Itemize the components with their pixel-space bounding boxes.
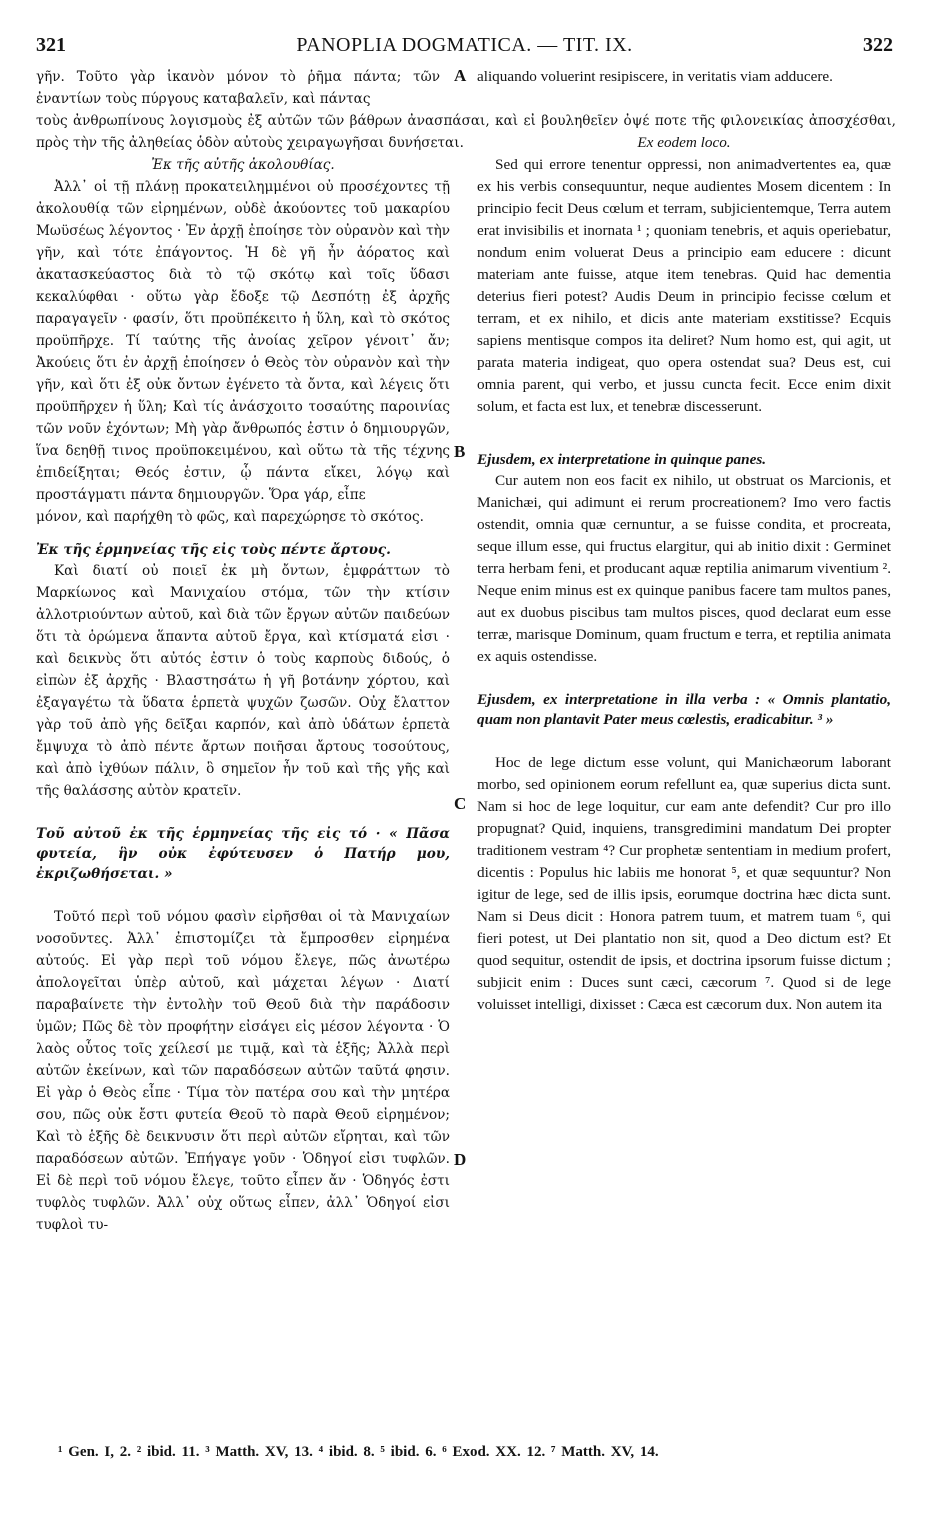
footnotes: ¹ Gen. I, 2. ² ibid. 11. ³ Matth. XV, 13. ⁴ ibid. 8. ⁵ ibid. 6. ⁶ Exod. XX. 12. ⁷ Matth. XV, 14. (58, 1444, 659, 1460)
latin-paragraph-continued: aliquando voluerint resipiscere, in veritatis viam adducere. (477, 68, 833, 85)
latin-paragraph-1: Sed qui errore tenentur oppressi, non animadvertentes ea, quæ ex his verbis consequuntur, neque audientes Mosem dicentem : In principio fecit Deus cœlum et terram, subjicientemque, Terra autem erat invisibilis et inornata ¹ ; quoniam tenebris, et aquis operiebatur, nondum enim voluerat Deus a principio eam educere : dicunt materiam ante fuisse, atque item tenebras. Quid hac dementia deterius fieri potest? Audis Deum in principio fecisse cœlum et terram, et ex nihilo, et dicis ante materiam exstitisse? Ecquis sapiens mentisque compos ita deliret? Num homo est, qui agit, ut parata materia indigeat, quo opera ostendat sua? Deus est, cui omnia parent, qui verbo, et jussu cuncta fecit. Ecce enim dixit solum, et facta est lux, et tenebræ discesserunt. (477, 156, 891, 415)
latin-paragraph-2: Cur autem non eos facit ex nihilo, ut obstruat os Marcionis, et Manichæi, qui adimunt ei rerum procreationem? Imo vero factis ostendit, omnia quæ cernuntur, a se fuisse condita, et procreata, seque illum esse, qui fructus elargitur, qui ab initio dixit : Germinet terra herbam feni, et producant aquæ reptilia animarum viventium ². Neque enim minus est ex quinque panibus facere tam multos panes, aut ex duobus piscibus tam multos pisces, quod declarat eum esse terræ, marisque Dominum, quam fructum e terra, et reptilia animata ex aquis ostendisse. (477, 472, 891, 665)
page-number-right: 322 (863, 34, 893, 56)
page-header (36, 34, 893, 60)
latin-heading-1: Ex eodem loco. (637, 134, 731, 151)
margin-marker-d: D (454, 1150, 467, 1169)
margin-marker-a: A (454, 66, 467, 85)
latin-heading-2: Ejusdem, ex interpretatione in quinque panes. (477, 451, 767, 468)
running-title: PANOPLIA DOGMATICA. — TIT. IX. (296, 34, 633, 56)
margin-marker-c: C (454, 794, 467, 813)
margin-marker-b: B (454, 442, 466, 461)
greek-paragraph-continued: γῆν. Τοῦτο γὰρ ἱκανὸν μόνον τὸ ῥῆμα πάντα; τῶν ἐναντίων τοὺς πύργους καταβαλεῖν, καὶ πάντας (36, 69, 440, 107)
greek-heading-1: Ἐκ τῆς αὐτῆς ἀκολουθίας. (151, 157, 335, 173)
greek-paragraph-fullwidth: τοὺς ἀνθρωπίνους λογισμοὺς ἐξ αὐτῶν τῶν βάθρων ἀνασπάσαι, καὶ εἰ βουληθεῖεν ὀψέ ποτε τῆς φιλονεικίας ἀποσχέσθαι, πρὸς τὴν τῆς ἀληθείας ὁδὸν αὐτοὺς χειραγωγῆσαι δυνήσεται. (36, 113, 896, 151)
greek-paragraph-3: Τοῦτό περὶ τοῦ νόμου φασὶν εἰρῆσθαι οἱ τὰ Μανιχαίων νοσοῦντες. Ἀλλ᾽ ἐπιστομίζει τὰ ἔμπροσθεν εἰρημένα αὐτούς. Εἰ γὰρ περὶ τοῦ νόμου ἔλεγε, πῶς ἀνωτέρω ἀπολογεῖται ὑπὲρ αὐτοῦ, καὶ μάχεται λέγων · Διατί παραβαίνετε τὴν ἐντολὴν τοῦ Θεοῦ διὰ τὴν παράδοσιν ὑμῶν; Πῶς δὲ τὸν προφήτην εἰσάγει εἰς μέσον λέγοντα · Ὁ λαὸς οὗτος τοῖς χείλεσί με τιμᾷ, καὶ τὰ ἑξῆς; Ἀλλὰ περὶ αὐτῶν ἐκείνων, καὶ τῶν παραδόσεων αὐτῶν ταῦτά φησιν. Εἰ γὰρ ὁ Θεὸς εἶπε · Τίμα τὸν πατέρα σου καὶ τὴν μητέρα σου, πῶς οὐκ ἔστι φυτεία Θεοῦ τὸ παρὰ Θεοῦ εἰρημένον; Καὶ τὸ ἑξῆς δὲ δεικνυσιν ὅτι περὶ αὐτῶν εἴρηται, καὶ τῶν παραδόσεων αὐτῶν. Ἐπήγαγε γοῦν · Ὁδηγοί εἰσι τυφλῶν. Εἰ δὲ περὶ τοῦ νόμου ἔλεγε, τοῦτο εἶπεν ἄν · Ὁδηγός ἐστι τυφλὸς τυφλῶν. Ἀλλ᾽ οὐχ οὕτως εἶπεν, ἀλλ᾽ Ὁδηγοί εἰσι τυφλοὶ τυ- (36, 909, 450, 1233)
greek-paragraph-1-end: μόνον, καὶ παρήχθη τὸ φῶς, καὶ παρεχώρησε τὸ σκότος. (36, 509, 424, 525)
latin-paragraph-3: Hoc de lege dictum esse volunt, qui Manichæorum laborant morbo, sed opinionem eorum refellunt ea, quæ superius dicta sunt. Nam si hoc de lege loquitur, cur eam ante defendit? Cur pro illo propugnat? Quid, inquiens, transgredimini mandatum Dei propter traditionem vestram ⁴? Cur prophetæ sententiam in medium profert, dicentis : Populus hic labiis me honorat ⁵, et quæ sequuntur? Non igitur de lege, sed de illis ipsis, eorumque doctrina hæc dicta sunt. Nam si Deus dicit : Honora patrem tuum, et matrem tuam ⁶, qui fieri potest, ut Dei plantatio non sit, quod a Deo dictum est? Et quod sequitur, ostendit de ipsis, et doctrina ipsorum fuisse dictum ; subjicit enim : Duces sunt cæci, cæcorum ⁷. Quod si de lege voluisset intelligi, dixisset : Cæca est cæcorum dux. Non autem ita (477, 754, 891, 1013)
page-number-left: 321 (36, 34, 66, 56)
greek-paragraph-1: Ἀλλ᾽ οἱ τῇ πλάνῃ προκατειλημμένοι οὐ προσέχοντες τῇ ἀκολουθίᾳ τῶν εἰρημένων, οὐδὲ ἀκούοντες τοῦ μακαρίου Μωϋσέως λέγοντος · Ἐν ἀρχῇ ἐποίησε τὸν οὐρανὸν καὶ τὴν γῆν, καὶ τότε ἐπάγοντος. Ἡ δὲ γῆ ἦν ἀόρατος καὶ ἀκατασκεύαστος διὰ τὸ τῷ σκότῳ καὶ τοῖς ὕδασι κεκαλύφθαι · οὕτω γὰρ ἔδοξε τῷ Δεσπότῃ ἐξ ἀρχῆς παραγαγεῖν · φασίν, ὅτι προϋπέκειτο ἡ ὕλη, καὶ τὸ σκότος προϋπῆρχε. Τί ταύτης τῆς ἀνοίας χεῖρον γένοιτ᾽ ἄν; Ἀκούεις ὅτι ἐν ἀρχῇ ἐποίησεν ὁ Θεὸς τὸν οὐρανὸν καὶ τὴν γῆν, καὶ ὅτι ἐξ οὐκ ὄντων ἐγένετο τὰ ὄντα, καὶ λέγεις ὅτι προϋπῆρχεν ἡ ὕλη; Καὶ τίς ἀνάσχοιτο τοσαύτης παροινίας τῶν νοῦν ἐχόντων; Μὴ γὰρ ἄνθρωπός ἐστιν ὁ δημιουργῶν, ἵνα δεηθῇ τινος προϋποκειμένου, καὶ οὕτω τὰ τῆς τέχνης ἐπιδείξηται; Θεός ἐστιν, ᾧ πάντα εἴκει, λόγῳ καὶ προστάγματι πάντα δημιουργῶν. Ὅρα γάρ, εἶπε (36, 179, 450, 503)
greek-heading-3: Τοῦ αὐτοῦ ἐκ τῆς ἑρμηνείας τῆς εἰς τό · « Πᾶσα φυτεία, ἣν οὐκ ἐφύτευσεν ὁ Πατήρ μου, ἐκριζωθήσεται. » (36, 826, 450, 882)
greek-heading-2: Ἐκ τῆς ἑρμηνείας τῆς εἰς τοὺς πέντε ἄρτους. (36, 542, 391, 558)
latin-heading-3: Ejusdem, ex interpretatione in illa verba : « Omnis plantatio, quam non plantavit Pater meus cœlestis, eradicabitur. ³ » (477, 691, 891, 728)
greek-paragraph-2: Καὶ διατί οὐ ποιεῖ ἐκ μὴ ὄντων, ἐμφράττων τὸ Μαρκίωνος καὶ Μανιχαίου στόμα, τῶν τὴν κτίσιν ἀλλοτριούντων αὐτοῦ, καὶ διὰ τῶν ἔργων αὐτῶν παιδεύων ὅτι τὰ ὁρώμενα ἅπαντα αὐτοῦ ἔργα, καὶ κτίσματά εἰσι · καὶ δεικνὺς ὅτι αὐτός ἐστιν ὁ τοὺς καρποὺς διδούς, ὁ εἰπὼν ἐξ ἀρχῆς · Βλαστησάτω ἡ γῆ βοτάνην χόρτου, καὶ ἐξαγαγέτω τὰ ὕδατα ἑρπετὰ ψυχῶν ζωσῶν. Οὐχ ἔλαττον γὰρ τοῦ ἀπὸ γῆς δεῖξαι καρπόν, καὶ ἀπὸ ὑδάτων ἑρπετὰ ἔμψυχα τὸ ἀπὸ πέντε ἄρτων ποιῆσαι ἄρτους τοσούτους, καὶ ἀπὸ ἰχθύων πάλιν, ὃ σημεῖον ἦν τοῦ καὶ τῆς γῆς καὶ τῆς θαλάσσης αὐτὸν κρατεῖν. (36, 563, 450, 799)
latin-column (477, 66, 891, 1016)
